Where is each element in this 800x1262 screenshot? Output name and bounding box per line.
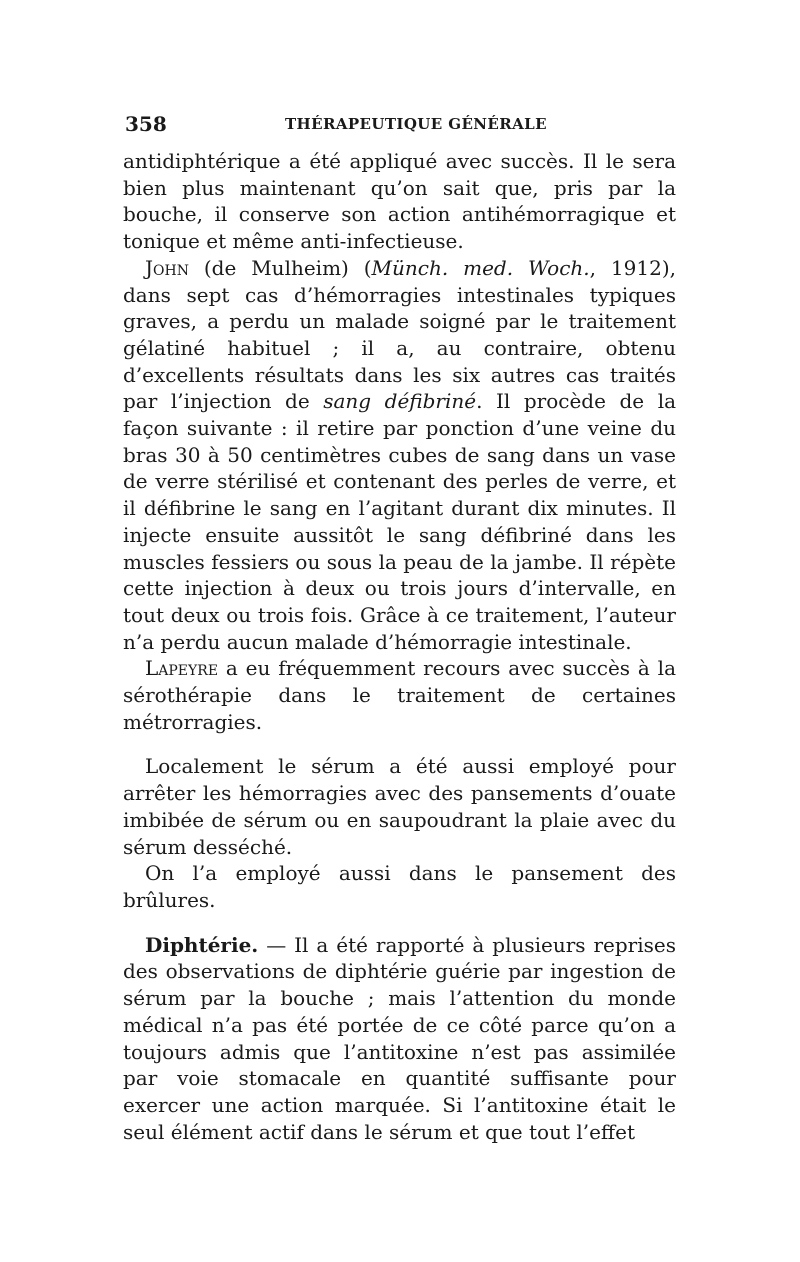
paragraph-2-text-c: . Il procède de la façon suivante : il retire par ponction d’une veine du bras 30 à 50 centimètres cubes de sang dans un vase de verre stérilisé et contenant des perles de verre, et il défibrine le sang en l’agitant durant dix minutes. Il injecte ensuite aussitôt le sang défibriné dans les muscles fessiers ou sous la peau de la jambe. Il répète cette injection à deux ou trois jours d’intervalle, en tout deux ou trois fois. Grâce à ce traitement, l’auteur n’a perdu aucun malade d’hémorragie intestinale.: [123, 389, 677, 654]
page-header: [125, 112, 675, 142]
running-title: THÉRAPEUTIQUE GÉNÉRALE: [285, 115, 547, 133]
paragraph-4: Localement le sérum a été aussi employé pour arrêter les hémorragies avec des pansements d’ouate imbibée de sérum ou en saupoudrant la plaie avec du sérum desséché.: [123, 754, 676, 859]
paragraph-2-text-a: (de Mulheim) (: [188, 255, 372, 280]
paragraph-2-text-b: , 1912), dans sept cas d’hémorragies intestinales typiques graves, a perdu un malade soigné par le traitement gélatiné habituel ; il a, au contraire, obtenu d’excellents résultats dans les six autres cas traités par l’injection de: [123, 255, 676, 414]
author-lapeyre: Lapeyre: [145, 656, 219, 681]
paragraph-5: On l’a employé aussi dans le pansement des brûlures.: [123, 861, 676, 912]
paragraph-6-text: — Il a été rapporté à plusieurs reprises des observations de diphtérie guérie par ingestion de sérum par la bouche ; mais l’attention du monde médical n’a pas été portée de ce côté parce qu’on a toujours admis que l’antitoxine n’est pas assimilée par voie stomacale en quantité suffisante pour exercer une action marquée. Si l’antitoxine était le seul élément actif dans le sérum et que tout l’effet: [123, 932, 676, 1144]
paragraph-2: [123, 255, 676, 656]
paragraph-3: [123, 655, 676, 735]
paragraph-1: antidiphtérique a été appliqué avec succès. Il le sera bien plus maintenant qu’on sait que, pris par la bouche, il conserve son action antihémorragique et tonique et même anti-infectieuse.: [123, 149, 676, 254]
journal-citation: Münch. med. Woch.: [371, 255, 590, 280]
body-text: [123, 148, 676, 1145]
section-heading-diphterie: Diphtérie.: [145, 932, 259, 957]
author-john: John: [145, 255, 189, 280]
paragraph-6: [123, 932, 676, 1146]
paragraph-3-text: a eu fréquemment recours avec succès à la sérothérapie dans le traitement de certaines métrorragies.: [123, 656, 676, 734]
page-number: 358: [125, 112, 167, 136]
italic-term: sang défibriné: [323, 389, 477, 414]
